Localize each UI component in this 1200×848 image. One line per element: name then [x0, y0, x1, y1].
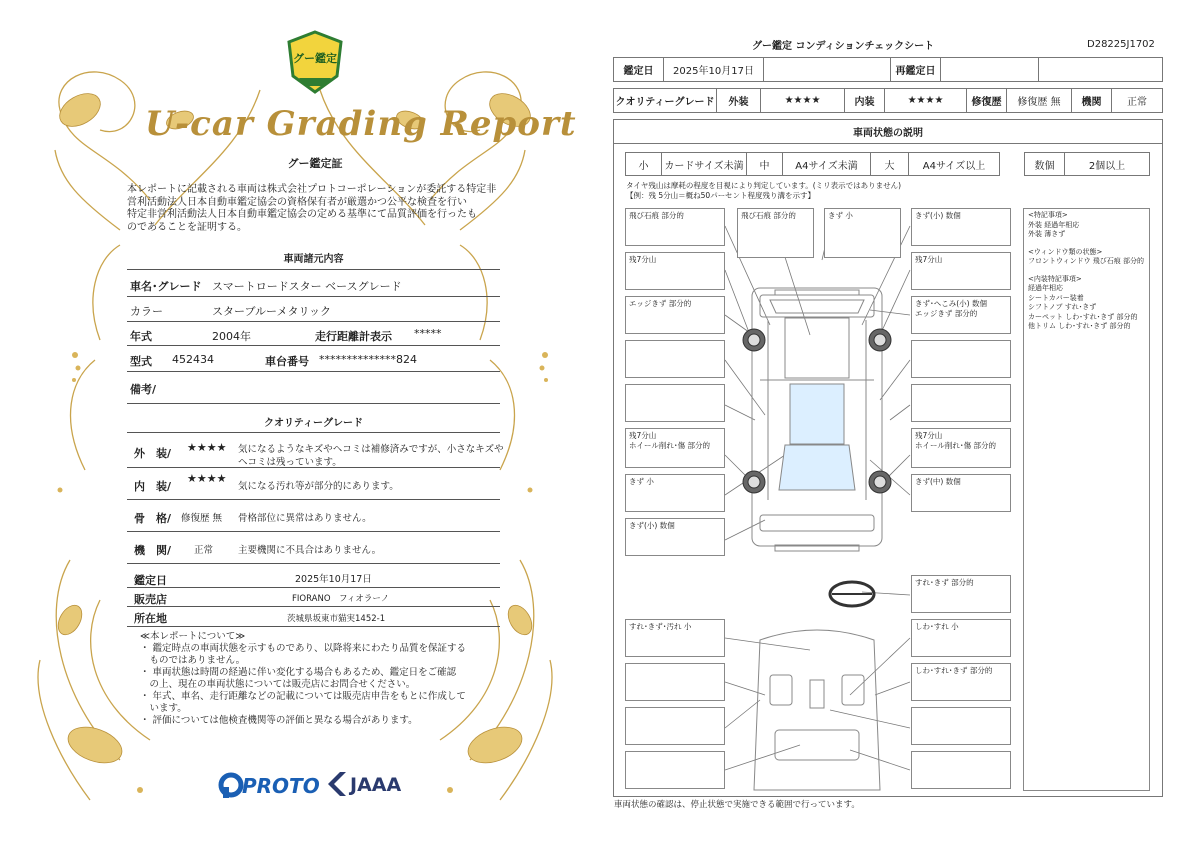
tire-note-1: タイヤ残山は摩耗の程度を目視により判定しています。(ミリ表示ではありません): [626, 181, 902, 190]
quality-label: クオリティーグレード: [614, 89, 717, 112]
sheet-footer: 車両状態の確認は、停止状態で実施できる範囲で行っています。: [614, 800, 860, 810]
sheet-date-blank: [764, 58, 891, 81]
interior-note-right-4: [911, 707, 1011, 745]
report-title: U-car Grading Report: [145, 104, 577, 144]
jaaa-logo: JAAA: [350, 774, 402, 796]
note-box-right-5: [911, 384, 1011, 422]
year-label: 年式: [130, 330, 152, 343]
dealer-value: FIORANO フィオラーノ: [292, 594, 390, 604]
inner-note-2: シートカバー装着: [1028, 293, 1084, 302]
size-mid-desc: A4サイズ未満: [783, 153, 871, 175]
model-label: 型式: [130, 355, 152, 368]
certificate-heading: グー鑑定証: [287, 157, 343, 170]
exterior-label: 外 装/: [134, 447, 172, 460]
name-grade-label: 車名･グレード: [130, 280, 202, 293]
interior-note-left-3: [625, 707, 725, 745]
inner-heading: <内装特記事項>: [1028, 274, 1082, 283]
note-box-right-2: 残7分山: [911, 252, 1011, 290]
quality-heading: クオリティーグレード: [264, 418, 363, 429]
grading-certificate: [0, 0, 590, 848]
interior-note-right-3: しわ･すれ･きず 部分的: [911, 663, 1011, 701]
quality-row-frame: [127, 500, 500, 532]
inner-note-4: カーペット しわ･すれ･きず 部分的: [1028, 312, 1138, 321]
date-row: [613, 57, 1163, 82]
document-id: D28225J1702: [1087, 39, 1155, 50]
sheet-interior-label: 内装: [845, 89, 885, 112]
address-value: 茨城県坂東市猫実1452-1: [287, 614, 386, 624]
quality-row-engine: [127, 532, 500, 564]
spec-row-model: [127, 346, 500, 372]
size-small: 小: [626, 153, 662, 175]
specs-heading: 車両諸元内容: [283, 254, 344, 265]
tire-note-2: 【例：残 5分山＝概ね50パーセント程度残り溝を示す】: [626, 191, 816, 200]
quality-row-interior: [127, 468, 500, 500]
spec-row-remarks: [127, 372, 500, 404]
count-desc: 2個以上: [1088, 160, 1126, 172]
spec-row-name: [127, 269, 500, 297]
count-label: 数個: [1025, 153, 1065, 175]
frame-value: 修復歴 無: [181, 513, 223, 524]
note-box-right-6: 残7分山 ホイール削れ･傷 部分的: [911, 428, 1011, 468]
window-heading: <ウィンドウ類の状態>: [1028, 247, 1103, 256]
address-label: 所在地: [134, 612, 167, 625]
sheet-engine-value: 正常: [1127, 97, 1147, 108]
count-legend: [1024, 152, 1150, 176]
jaaa-logo-icon: [326, 770, 348, 798]
info-row-date: [127, 566, 500, 588]
spec-row-year: [127, 322, 500, 346]
info-row-address: [127, 607, 500, 627]
reinspect-value: [941, 58, 1039, 81]
inner-note-1: 経過年相応: [1028, 284, 1063, 292]
interior-label: 内 装/: [134, 480, 172, 493]
note-box-top-1: 飛び石痕 部分的: [737, 208, 814, 258]
model-value: 452434: [172, 353, 214, 366]
name-grade-value: スマートロードスター ベースグレード: [212, 280, 402, 293]
interior-note-right-2: しわ･すれ 小: [911, 619, 1011, 657]
note-box-left-8: きず(小) 数個: [625, 518, 725, 556]
inner-note-3: シフトノブ すれ･きず: [1028, 303, 1097, 311]
quality-row-exterior: [127, 432, 504, 468]
sheet-interior-stars: ★★★★: [885, 89, 967, 112]
mileage-value: *****: [414, 327, 442, 340]
frame-comment: 骨格部位に異常はありません。: [238, 513, 372, 524]
spec-row-color: [127, 297, 500, 322]
quality-grade-row: [613, 88, 1163, 113]
sheet-exterior-label: 外装: [717, 89, 761, 112]
steering-wheel-icon: [830, 582, 874, 606]
date-value: 2025年10月17日: [295, 574, 372, 585]
sheet-engine-label: 機関: [1072, 89, 1112, 112]
note-box-right-7: きず(中) 数個: [911, 474, 1011, 512]
interior-stars: ★★★★: [187, 472, 227, 485]
repair-label: 修復歴: [967, 89, 1007, 112]
special-heading: <特記事項>: [1028, 211, 1068, 219]
note-box-left-3: エッジきず 部分的: [625, 296, 725, 334]
condition-check-sheet: [600, 0, 1200, 848]
year-value: 2004年: [212, 330, 251, 343]
note-box-right-1: きず(小) 数個: [911, 208, 1011, 246]
section-title: 車両状態の説明: [614, 120, 1162, 144]
note-box-left-1: 飛び石痕 部分的: [625, 208, 725, 246]
interior-note-left-4: [625, 751, 725, 789]
exterior-stars: ★★★★: [187, 441, 227, 454]
interior-note-right-5: [911, 751, 1011, 789]
interior-note-left-2: [625, 663, 725, 701]
proto-logo-icon: [218, 772, 244, 798]
chassis-label: 車台番号: [265, 355, 309, 368]
interior-note-right-1: すれ･きず 部分的: [911, 575, 1011, 613]
interior-comment: 気になる汚れ等が部分的にあります。: [238, 481, 399, 492]
size-legend: [625, 152, 1000, 176]
special-notes-panel: [1023, 208, 1150, 791]
note-box-left-2: 残7分山: [625, 252, 725, 290]
engine-comment: 主要機関に不具合はありません。: [238, 545, 382, 556]
sheet-title: グー鑑定 コンディションチェックシート: [752, 41, 935, 52]
report-notes: ≪本レポートについて≫ ・ 鑑定時点の車両状態を示すものであり、以降将来にわたり品質を保証する ものではありません。 ・ 車両状態は時間の経過に伴い変化する場合もあるため、鑑定日をご確認 の上、現在の車両状態については販売店にお問合せください。 ・ 年式、車名、走行距離などの記載については販売店申告をもとに作成して います。 ・ 評価については他検査機関等の評価と異なる場合があります。: [140, 631, 467, 726]
repair-value: 修復歴 無: [1007, 89, 1072, 112]
dealer-label: 販売店: [134, 593, 167, 606]
special-note-1: 外装 経過年相応: [1028, 220, 1080, 229]
color-value: スターブルーメタリック: [212, 305, 332, 318]
shield-logo-text: グー鑑定: [293, 52, 337, 65]
sheet-date-value: 2025年10月17日: [664, 58, 764, 81]
note-box-left-4: [625, 340, 725, 378]
note-box-left-7: きず 小: [625, 474, 725, 512]
engine-label: 機 関/: [134, 544, 172, 557]
exterior-comment-2: ヘコミは残っています。: [238, 457, 342, 468]
sheet-exterior-stars: ★★★★: [761, 89, 845, 112]
exterior-comment-1: 気になるようなキズやヘコミは補修済みですが、小さなキズや: [238, 444, 504, 455]
size-small-desc: カードサイズ未満: [662, 153, 747, 175]
proto-logo: PROTO: [242, 774, 320, 798]
special-note-2: 外装 薄きず: [1028, 230, 1066, 238]
interior-note-left-1: すれ･きず･汚れ 小: [625, 619, 725, 657]
engine-value: 正常: [194, 545, 214, 556]
certificate-intro: 本レポートに記載される車両は株式会社プロトコーポレーションが委託する特定非 営利活動法人日本自動車鑑定協会の資格保有者が厳選かつ公平な検査を行い 特定非営利活動法人日本自動車鑑定協会の定める基準にて品質評価を行ったも のであることを証明する。: [127, 184, 497, 233]
sheet-date-label: 鑑定日: [614, 58, 664, 81]
reinspect-label: 再鑑定日: [891, 58, 941, 81]
size-mid: 中: [747, 153, 783, 175]
date-label: 鑑定日: [134, 574, 167, 587]
chassis-value: **************824: [319, 353, 417, 366]
window-note-1: フロントウィンドウ 飛び石痕 部分的: [1028, 257, 1145, 265]
remarks-label: 備考/: [130, 383, 157, 396]
note-box-top-2: きず 小: [824, 208, 901, 258]
reinspect-blank: [1039, 58, 1162, 81]
note-box-right-4: [911, 340, 1011, 378]
mileage-label: 走行距離計表示: [315, 330, 392, 343]
size-large: 大: [871, 153, 909, 175]
inner-note-5: 他トリム しわ･すれ･きず 部分的: [1028, 322, 1131, 330]
size-large-desc: A4サイズ以上: [922, 160, 986, 172]
info-row-dealer: [127, 588, 500, 607]
note-box-left-6: 残7分山 ホイール削れ･傷 部分的: [625, 428, 725, 468]
note-box-right-3: きず･へこみ(小) 数個 エッジきず 部分的: [911, 296, 1011, 334]
note-box-left-5: [625, 384, 725, 422]
color-label: カラー: [130, 305, 163, 318]
frame-label: 骨 格/: [134, 512, 172, 525]
